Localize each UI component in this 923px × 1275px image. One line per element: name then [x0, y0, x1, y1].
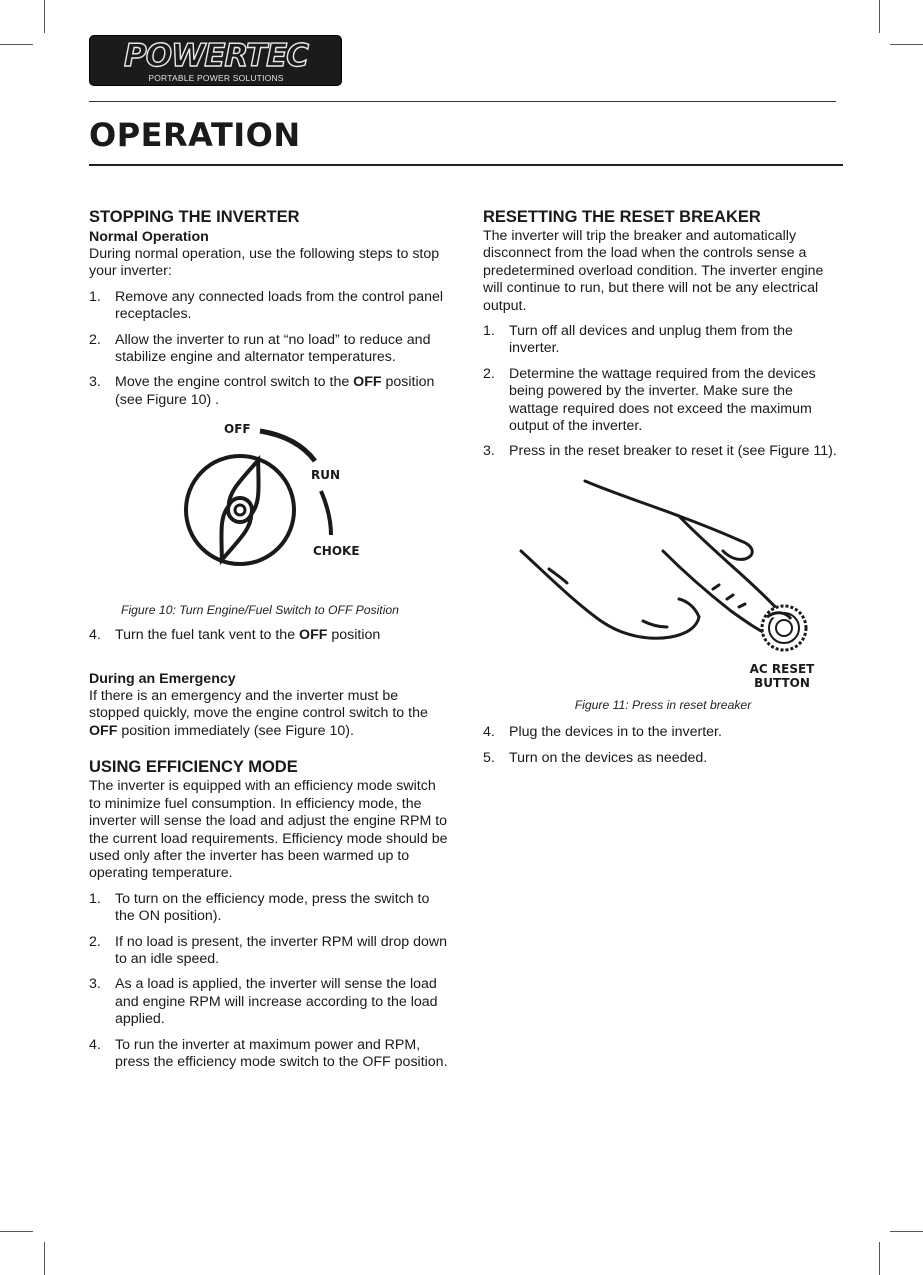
step-text-post: position (see Figure 10) .: [115, 374, 435, 408]
step-text-pre: Move the engine control switch to the: [115, 374, 354, 391]
step-number: 1.: [89, 890, 101, 907]
step-text: Turn on the devices as needed.: [509, 749, 708, 766]
resetting-intro-text: The inverter will trip the breaker and automatically disconnect from the load when the controls sense a predetermined overload condition. The inverter engine will continue to run, but there will not be any electrical output.: [483, 228, 824, 314]
step-text-pre: Turn the fuel tank vent to the: [115, 626, 300, 643]
step-text-post: position: [327, 626, 381, 643]
step-number: 4.: [89, 626, 101, 643]
engine-switch-illustration: [89, 411, 451, 581]
step-number: 4.: [483, 724, 495, 741]
list-item: [89, 976, 451, 1028]
step-text-bold: OFF: [353, 374, 382, 391]
step-text: Turn off all devices and unplug them from the inverter.: [509, 323, 793, 357]
label-button: BUTTON: [754, 675, 810, 690]
figure-10-caption: Figure 10: Turn Engine/Fuel Switch to OFF Position: [121, 603, 399, 618]
step-text-bold: OFF: [299, 626, 328, 643]
normal-intro-text: During normal operation, use the following steps to stop your inverter:: [89, 246, 440, 280]
stopping-steps-list: [89, 289, 451, 409]
left-column: [89, 206, 451, 1079]
emergency-text-pre: If there is an emergency and the inverter must be stopped quickly, move the engine control switch to the: [89, 688, 428, 722]
figure-11: [483, 471, 843, 693]
crop-mark: [879, 1242, 880, 1275]
step-text: Allow the inverter to run at “no load” to reduce and stabilize engine and alternator temperatures.: [115, 331, 431, 366]
logo-tagline: PORTABLE POWER SOLUTIONS: [148, 73, 284, 83]
label-run: RUN: [311, 468, 341, 483]
list-item: [89, 1037, 451, 1072]
efficiency-intro-text: The inverter is equipped with an efficiency mode switch to minimize fuel consumption. In efficiency mode, the inverter will sense the load and adjust the engine RPM to the current load requirements. Efficiency mode should be used only after the inverter has been warmed up to operating temperature.: [89, 778, 448, 882]
step-number: 3.: [483, 443, 495, 460]
crop-mark: [890, 1231, 923, 1232]
step-number: 2.: [89, 933, 101, 950]
emergency-text-bold: OFF: [89, 722, 118, 739]
crop-mark: [0, 1231, 33, 1232]
label-off: OFF: [224, 422, 251, 437]
powertec-logo: [89, 35, 342, 86]
right-column: [483, 206, 843, 775]
step-text: To run the inverter at maximum power and RPM, press the efficiency mode switch to the OFF position.: [115, 1036, 448, 1070]
step-number: 3.: [89, 976, 101, 993]
list-item: [89, 332, 451, 367]
crop-mark: [0, 44, 33, 45]
section-heading-resetting: RESETTING THE RESET BREAKER: [483, 208, 761, 226]
subheading-normal-operation: Normal Operation: [89, 229, 209, 245]
step-text: As a load is applied, the inverter will sense the load and engine RPM will increase according to the load applied.: [115, 976, 438, 1028]
figure-11-caption: Figure 11: Press in reset breaker: [574, 697, 752, 712]
stopping-step4-list: [89, 627, 451, 644]
subheading-emergency: During an Emergency: [89, 671, 236, 688]
label-ac-reset: AC RESET: [749, 661, 815, 676]
section-heading-efficiency: USING EFFICIENCY MODE: [89, 758, 298, 777]
step-number: 5.: [483, 749, 495, 766]
step-text: Determine the wattage required from the devices being powered by the inverter. Make sure the wattage required does not exceed the maximum output of the inverter.: [509, 365, 816, 435]
step-number: 3.: [89, 374, 101, 391]
section-heading-stopping: STOPPING THE INVERTER: [89, 208, 300, 226]
step-number: 1.: [89, 288, 101, 305]
step-text: Remove any connected loads from the control panel receptacles.: [115, 288, 444, 323]
resetting-steps-list: [483, 323, 843, 461]
resetting-steps-after-list: [483, 724, 843, 767]
title-rule: [89, 164, 843, 166]
efficiency-steps-list: [89, 891, 451, 1072]
list-item: [483, 750, 843, 767]
header-rule: [89, 101, 836, 102]
list-item: [89, 627, 451, 644]
step-number: 1.: [483, 323, 495, 340]
step-text: To turn on the efficiency mode, press the switch to the ON position).: [115, 890, 430, 925]
list-item: [89, 289, 451, 324]
list-item: [483, 443, 843, 460]
step-number: 2.: [89, 331, 101, 348]
hand-pressing-button-illustration: [483, 471, 843, 693]
label-choke: CHOKE: [313, 544, 360, 559]
step-number: 2.: [483, 365, 495, 382]
figure-10: [89, 411, 451, 581]
list-item: [483, 724, 843, 741]
list-item: [89, 891, 451, 926]
list-item: [89, 934, 451, 969]
list-item: [483, 366, 843, 436]
crop-mark: [44, 1242, 45, 1275]
step-text: Plug the devices in to the inverter.: [509, 724, 722, 741]
step-text: If no load is present, the inverter RPM will drop down to an idle speed.: [115, 933, 447, 967]
step-text: Press in the reset breaker to reset it (see Figure 11).: [509, 443, 837, 460]
step-number: 4.: [89, 1036, 101, 1053]
emergency-text-post: position immediately (see Figure 10).: [117, 722, 354, 739]
crop-mark: [44, 0, 45, 33]
crop-mark: [879, 0, 880, 33]
emergency-text: [89, 688, 451, 740]
crop-mark: [890, 44, 923, 45]
page-title: OPERATION: [89, 116, 301, 154]
list-item: [89, 374, 451, 409]
list-item: [483, 323, 843, 358]
logo-wordmark: POWERTEC: [124, 38, 308, 74]
